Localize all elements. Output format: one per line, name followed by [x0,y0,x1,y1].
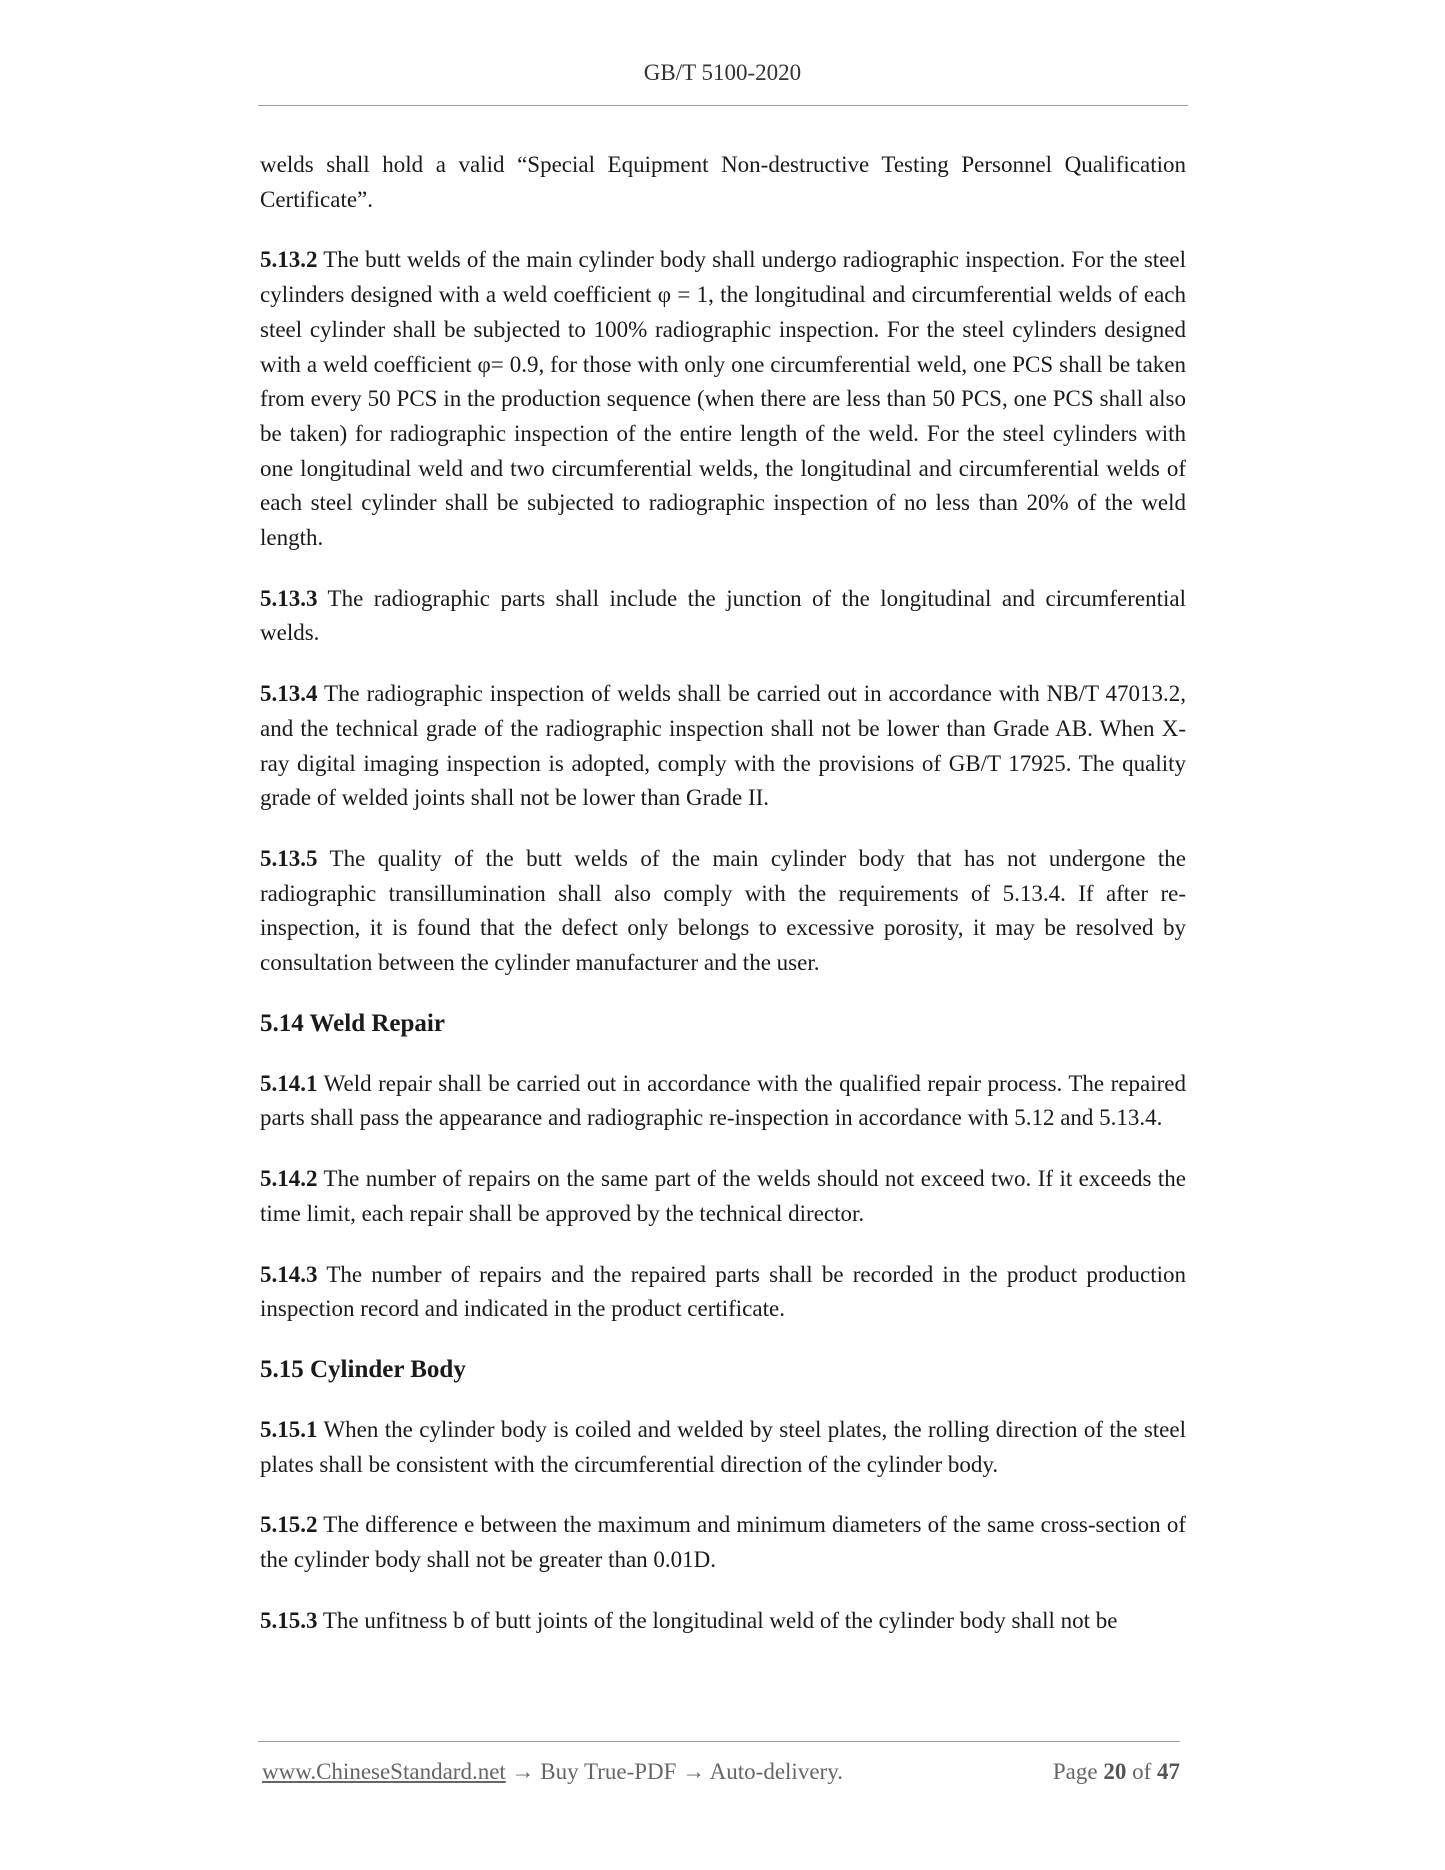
clause-number: 5.15.3 [260,1607,318,1633]
clause-number: 5.14.2 [260,1166,318,1192]
header-divider [258,105,1188,106]
paragraph-text: The difference e between the maximum and minimum diameters of the same cross-section of the cylinder body shall not be greater than 0.01D. [260,1512,1187,1573]
footer-divider [258,1741,1180,1742]
page-number: 20 [1103,1759,1127,1784]
clause-number: 5.13.2 [260,247,318,273]
page-indicator [1053,1759,1180,1785]
clause-number: 5.13.4 [260,681,318,707]
paragraph-5-13-5 [260,842,1186,981]
auto-delivery-text: Auto-delivery. [709,1759,843,1784]
section-heading-cylinder-body: 5.15 Cylinder Body [260,1355,466,1383]
document-header-title: GB/T 5100-2020 [643,60,802,85]
clause-number: 5.15.2 [260,1512,318,1538]
document-body [260,148,1186,1665]
footer-promo [262,1759,843,1785]
clause-number: 5.13.3 [260,585,318,611]
arrow-right-icon: → [511,1759,535,1784]
paragraph-5-14-2 [260,1162,1186,1231]
of-label: of [1132,1759,1152,1784]
page-label: Page [1052,1759,1098,1784]
buy-pdf-text: Buy True-PDF [540,1759,677,1784]
paragraph-5-14-3 [260,1258,1186,1327]
paragraph-text: The butt welds of the main cylinder body shall undergo radiographic inspection. For the steel cylinders designed with a weld coefficient φ = 1, the longitudinal and circumferential welds of each steel cylinder shall be subjected to 100% radiographic inspection. For the steel cylinders designed with a weld coefficient φ= 0.9, for those with only one circumferential weld, one PCS shall be taken from every 50 PCS in the production sequence (when there are less than 50 PCS, one PCS shall also be taken) for radiographic inspection of the entire length of the weld. For the steel cylinders with one longitudinal weld and two circumferential welds, the longitudinal and circumferential welds of each steel cylinder shall be subjected to radiographic inspection of no less than 20% of the weld length. [260,247,1186,551]
arrow-right-icon: → [682,1759,706,1784]
paragraph-5-14-1 [260,1067,1186,1136]
section-heading-weld-repair: 5.14 Weld Repair [260,1009,445,1037]
paragraph-5-13-4 [260,677,1186,816]
paragraph-continuation [260,148,1186,217]
clause-number: 5.13.5 [260,845,318,871]
paragraph-5-15-2 [260,1508,1186,1577]
paragraph-text: welds shall hold a valid “Special Equipment Non-destructive Testing Personnel Qualification Certificate”. [260,152,1186,212]
paragraph-text: The number of repairs and the repaired parts shall be recorded in the product production inspection record and indicated in the product certificate. [260,1261,1186,1322]
page-footer [262,1759,1180,1785]
paragraph-text: The quality of the butt welds of the main cylinder body that has not undergone the radiographic transillumination shall also comply with the requirements of 5.13.4. If after re-inspection, it is found that the defect only belongs to excessive porosity, it may be resolved by consultation between the cylinder manufacturer and the user. [260,845,1187,976]
paragraph-text: When the cylinder body is coiled and welded by steel plates, the rolling direction of the steel plates shall be consistent with the circumferential direction of the cylinder body. [260,1416,1186,1477]
clause-number: 5.14.3 [260,1261,318,1287]
paragraph-5-13-2 [260,243,1186,555]
clause-number: 5.15.1 [260,1416,318,1442]
clause-number: 5.14.1 [260,1070,318,1096]
paragraph-text: The radiographic inspection of welds shall be carried out in accordance with NB/T 47013.2, and the technical grade of the radiographic inspection shall not be lower than Grade AB. When X-ray digital imaging inspection is adopted, comply with the provisions of GB/T 17925. The quality grade of welded joints shall not be lower than Grade II. [260,681,1186,811]
paragraph-text: The number of repairs on the same part of the welds should not exceed two. If it exceeds the time limit, each repair shall be approved by the technical director. [260,1166,1186,1226]
page-total: 47 [1157,1759,1180,1784]
paragraph-text: The radiographic parts shall include the junction of the longitudinal and circumferential welds. [260,585,1186,646]
paragraph-5-15-1 [260,1413,1186,1482]
paragraph-5-13-3 [260,582,1186,651]
website-link[interactable]: www.ChineseStandard.net [262,1759,506,1784]
paragraph-5-15-3 [260,1604,1186,1639]
paragraph-text: Weld repair shall be carried out in accordance with the qualified repair process. The repaired parts shall pass the appearance and radiographic re-inspection in accordance with 5.12 and 5.13.4. [260,1070,1187,1131]
paragraph-text: The unfitness b of butt joints of the longitudinal weld of the cylinder body shall not be [322,1607,1118,1633]
